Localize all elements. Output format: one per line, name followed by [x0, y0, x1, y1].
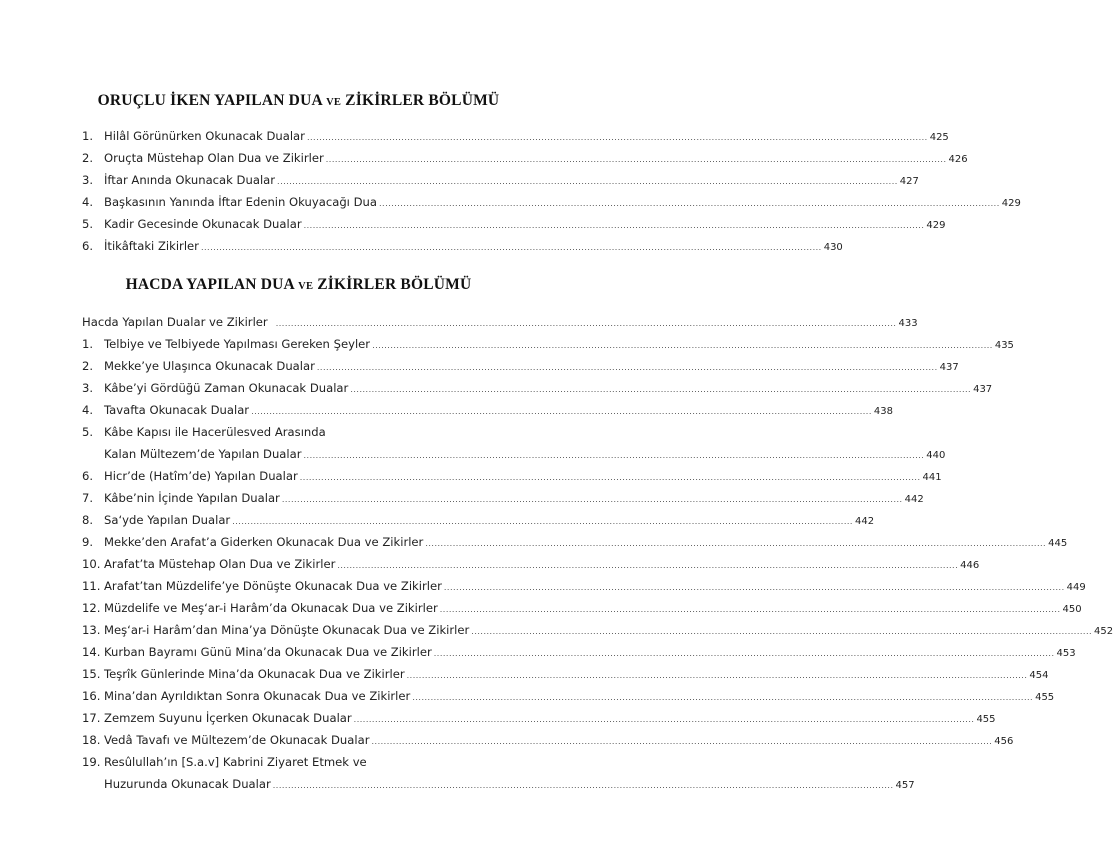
entry-number: 19.: [82, 755, 101, 769]
entry-title: Kâbe Kapısı ile Hacerülesved Arasında: [104, 425, 326, 439]
entry-page-number: 429: [1001, 198, 1021, 209]
dot-leader: [304, 221, 925, 230]
entry-title: Müzdelife ve Meş‘ar-i Harâm’da Okunacak Dua ve Zikirler: [104, 601, 438, 615]
dot-leader: [201, 243, 822, 252]
dot-leader: [307, 133, 928, 142]
dot-leader: [412, 693, 1033, 702]
toc-entry[interactable]: [82, 151, 968, 173]
entry-page-number: 455: [1035, 692, 1055, 703]
entry-page-number: 446: [960, 560, 980, 571]
entry-page-number: 452: [1094, 626, 1113, 637]
entry-number: 6.: [82, 469, 94, 483]
entry-title: Arafat’ta Müstehap Olan Dua ve Zikirler: [104, 557, 336, 571]
dot-leader: [304, 451, 925, 460]
entry-number: 1.: [82, 129, 94, 143]
section-title-part: HACDA YAPILAN DUA: [125, 276, 295, 293]
entry-title: Hilâl Görünürken Okunacak Dualar: [104, 129, 305, 143]
entry-title: Kadir Gecesinde Okunacak Dualar: [104, 217, 302, 231]
toc-entry[interactable]: [82, 359, 959, 381]
entry-page-number: 437: [973, 384, 993, 395]
entry-title: Tavafta Okunacak Dualar: [104, 403, 250, 417]
dot-leader: [300, 473, 921, 482]
dot-leader: [425, 539, 1046, 548]
entry-page-number: 427: [899, 176, 919, 187]
entry-title: Kurban Bayramı Günü Mina’da Okunacak Dua ve Zikirler: [104, 645, 432, 659]
section-title-conjunction: VE: [298, 281, 314, 292]
toc-entry[interactable]: [82, 623, 1113, 645]
entry-page-number: 433: [898, 318, 918, 329]
entry-title: Resûlullah’ın [S.a.v] Kabrini Ziyaret Etmek ve: [104, 755, 367, 769]
toc-entry[interactable]: [82, 403, 893, 425]
entry-title: Meş‘ar-i Harâm’dan Mina’ya Dönüşte Okunacak Dua ve Zikirler: [104, 623, 470, 637]
dot-leader: [444, 583, 1065, 592]
toc-entry[interactable]: [82, 129, 949, 151]
toc-entry[interactable]: [82, 173, 919, 195]
dot-leader: [317, 363, 938, 372]
entry-title: Kâbe’nin İçinde Yapılan Dualar: [104, 491, 280, 505]
entry-number: 13.: [82, 623, 101, 637]
dot-leader: [350, 385, 971, 394]
entry-number: 17.: [82, 711, 101, 725]
entry-title: Başkasının Yanında İftar Edenin Okuyacağı Dua: [104, 195, 377, 209]
entry-page-number: 440: [926, 450, 946, 461]
toc-entry[interactable]: [82, 469, 942, 491]
entry-page-number: 450: [1062, 604, 1082, 615]
toc-entry-intro[interactable]: [82, 315, 918, 337]
entry-title: Hacda Yapılan Dualar ve Zikirler: [82, 315, 268, 329]
dot-leader: [337, 561, 958, 570]
entry-title: Telbiye ve Telbiyede Yapılması Gereken Şeyler: [104, 337, 371, 351]
toc-entry[interactable]: [82, 535, 1068, 557]
entry-page-number: 426: [948, 154, 968, 165]
toc-entry[interactable]: [82, 337, 1014, 359]
entry-page-number: 435: [994, 340, 1014, 351]
entry-number: 4.: [82, 195, 94, 209]
entry-number: 10.: [82, 557, 101, 571]
dot-leader: [407, 671, 1028, 680]
dot-leader: [372, 341, 993, 350]
entry-number: 6.: [82, 239, 94, 253]
entry-title: Oruçta Müstehap Olan Dua ve Zikirler: [104, 151, 324, 165]
dot-leader: [232, 517, 853, 526]
dot-leader: [471, 627, 1092, 636]
entry-number: 18.: [82, 733, 101, 747]
dot-leader: [277, 177, 898, 186]
toc-entry[interactable]: [82, 645, 1076, 667]
entry-title: İtikâftaki Zikirler: [104, 239, 199, 253]
entry-page-number: 442: [904, 494, 924, 505]
entry-number: 3.: [82, 173, 94, 187]
toc-entry[interactable]: [82, 755, 515, 777]
toc-entry[interactable]: [82, 217, 946, 239]
dot-leader: [354, 715, 975, 724]
dot-leader: [273, 781, 894, 790]
entry-title: Hicr’de (Hatîm’de) Yapılan Dualar: [104, 469, 298, 483]
dot-leader: [379, 199, 1000, 208]
entry-number: 2.: [82, 359, 94, 373]
entry-number: 4.: [82, 403, 94, 417]
entry-title-continuation: Huzurunda Okunacak Dualar: [104, 777, 271, 791]
toc-entry[interactable]: [82, 381, 993, 403]
entry-title: Sa‘yde Yapılan Dualar: [104, 513, 231, 527]
entry-page-number: 438: [873, 406, 893, 417]
entry-number: 7.: [82, 491, 94, 505]
section-title-part: ZİKİRLER BÖLÜMÜ: [317, 276, 472, 293]
entry-title: Zemzem Suyunu İçerken Okunacak Dualar: [104, 711, 352, 725]
toc-entry[interactable]: [82, 579, 1086, 601]
entry-title: Vedâ Tavafı ve Mültezem’de Okunacak Dualar: [104, 733, 370, 747]
toc-entry[interactable]: [82, 239, 843, 261]
entry-number: 8.: [82, 513, 94, 527]
entry-page-number: 457: [895, 780, 915, 791]
entry-title: Kâbe’yi Gördüğü Zaman Okunacak Dualar: [104, 381, 349, 395]
toc-entry[interactable]: [82, 557, 980, 579]
toc-entry[interactable]: [82, 711, 996, 733]
entry-number: 5.: [82, 217, 94, 231]
toc-entry[interactable]: [82, 425, 515, 447]
entry-title-continuation: Kalan Mültezem’de Yapılan Dualar: [104, 447, 302, 461]
section-title-fasting: [0, 92, 597, 110]
entry-title: İftar Anında Okunacak Dualar: [104, 173, 276, 187]
dot-leader: [282, 495, 903, 504]
entry-page-number: 429: [926, 220, 946, 231]
toc-entry[interactable]: [82, 667, 1049, 689]
toc-entry[interactable]: [82, 491, 924, 513]
toc-entry[interactable]: [82, 601, 1082, 623]
entry-number: 12.: [82, 601, 101, 615]
entry-page-number: 445: [1048, 538, 1068, 549]
entry-title: Teşrîk Günlerinde Mina’da Okunacak Dua ve Zikirler: [104, 667, 405, 681]
entry-page-number: 453: [1056, 648, 1076, 659]
entry-title: Mekke’ye Ulaşınca Okunacak Dualar: [104, 359, 315, 373]
section-title-part: ORUÇLU İKEN YAPILAN DUA: [97, 92, 323, 109]
toc-entry[interactable]: [82, 513, 875, 535]
entry-page-number: 425: [929, 132, 949, 143]
toc-entry[interactable]: [82, 689, 1055, 711]
entry-number: 1.: [82, 337, 94, 351]
dot-leader: [371, 737, 992, 746]
entry-page-number: 456: [994, 736, 1014, 747]
entry-number: 14.: [82, 645, 101, 659]
entry-number: 16.: [82, 689, 101, 703]
dot-leader: [251, 407, 872, 416]
dot-leader: [434, 649, 1055, 658]
entry-title: Mekke’den Arafat’a Giderken Okunacak Dua ve Zikirler: [104, 535, 424, 549]
entry-number: 2.: [82, 151, 94, 165]
entry-number: 3.: [82, 381, 94, 395]
toc-entry[interactable]: [82, 733, 1014, 755]
entry-page-number: 455: [976, 714, 996, 725]
dot-leader: [440, 605, 1061, 614]
entry-title: Mina’dan Ayrıldıktan Sonra Okunacak Dua ve Zikirler: [104, 689, 411, 703]
dot-leader: [326, 155, 947, 164]
section-title-conjunction: VE: [326, 97, 342, 108]
entry-number: 11.: [82, 579, 101, 593]
entry-title: Arafat’tan Müzdelife’ye Dönüşte Okunacak Dua ve Zikirler: [104, 579, 442, 593]
toc-entry-continuation[interactable]: [104, 777, 915, 799]
toc-entry[interactable]: [82, 195, 1021, 217]
dot-leader: [276, 319, 897, 328]
toc-entry-continuation[interactable]: [104, 447, 946, 469]
entry-number: 5.: [82, 425, 94, 439]
entry-number: 9.: [82, 535, 94, 549]
section-title-hajj: [0, 276, 597, 294]
entry-page-number: 441: [922, 472, 942, 483]
entry-page-number: 442: [854, 516, 875, 527]
entry-number: 15.: [82, 667, 101, 681]
entry-page-number: 454: [1029, 670, 1049, 681]
section-title-part: ZİKİRLER BÖLÜMÜ: [345, 92, 500, 109]
entry-page-number: 437: [939, 362, 959, 373]
entry-page-number: 449: [1066, 582, 1086, 593]
entry-page-number: 430: [823, 242, 843, 253]
